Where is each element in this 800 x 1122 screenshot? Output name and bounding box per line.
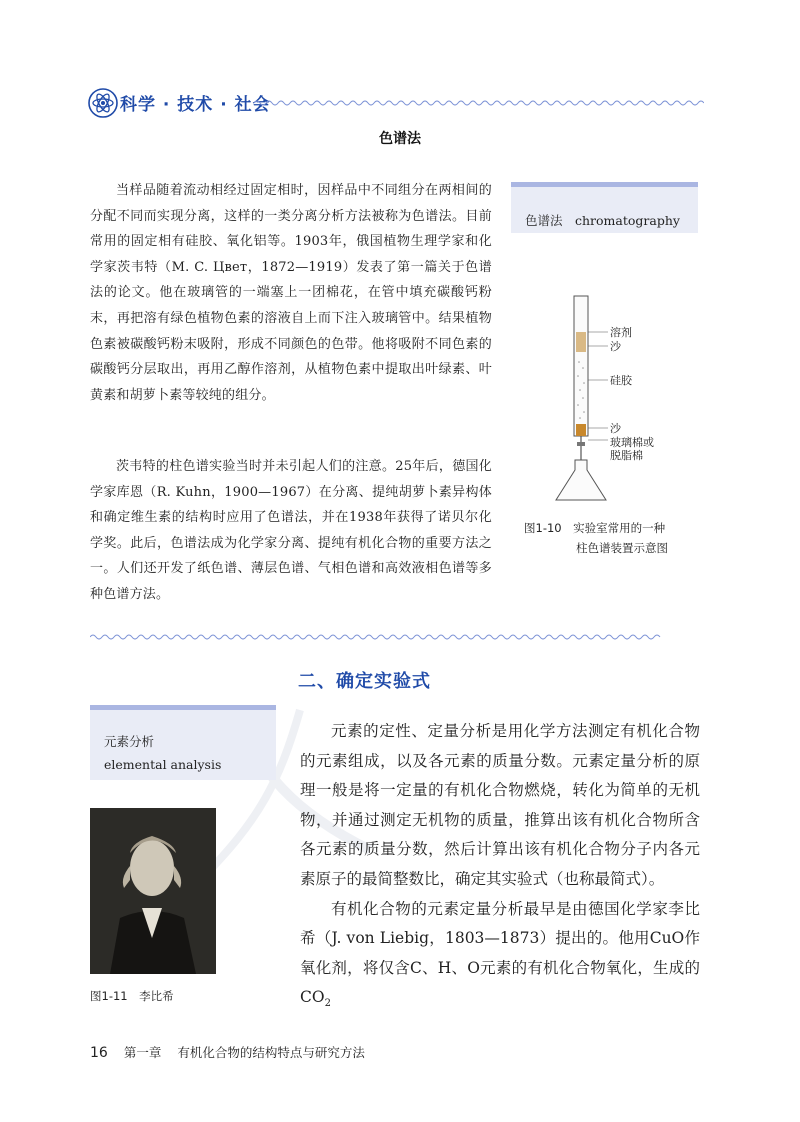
chromatography-paragraph-1: 当样品随着流动相经过固定相时，因样品中不同组分在两相间的分配不同而实现分离，这样的一类分离分析方法被称为色谱法。目前常用的固定相有硅胶、氧化铝等。1903年，俄国植物生理学家和化学家茨韦特（M. C. Цвет，1872—1919）发表了第一篇关于色谱法的论文。他在玻璃管的一端塞上一团棉花，在管中填充碳酸钙粉末，再把溶有绿色植物色素的溶液自上而下注入玻璃管中。结果植物色素被碳酸钙粉末吸附，形成不同颜色的色带。他将吸附不同色素的碳酸钙分层取出，再用乙醇作溶剂，从植物色素中提取出叶绿素、叶黄素和胡萝卜素等较纯的组分。 — [90, 183, 492, 403]
page-number: 16 — [90, 1045, 108, 1061]
term-box-elemental-analysis — [90, 705, 276, 780]
column-chromatography-figure — [548, 290, 678, 510]
chapter-title: 有机化合物的结构特点与研究方法 — [177, 1045, 365, 1060]
section-heading: 二、确定实验式 — [298, 671, 431, 692]
wave-divider-top — [254, 98, 704, 108]
label-sand-top: 沙 — [610, 340, 621, 353]
term-box-chromatography — [511, 182, 698, 233]
section-title: 色谱法 — [379, 131, 421, 147]
wave-divider-bottom — [90, 632, 702, 642]
caption-line-1: 图1-10 实验室常用的一种 — [524, 521, 666, 535]
paragraph-1: 元素的定性、定量分析是用化学方法测定有机化合物的元素组成，以及各元素的质量分数。元素定量分析的原理一般是将一定量的有机化合物燃烧，转化为简单的无机物，并通过测定无机物的质量，推算出该有机化合物所含各元素的质量分数，然后计算出该有机化合物分子内各元素原子的最简整数比，确定其实验式（也称最简式）。 — [300, 722, 700, 888]
label-silica: 硅胶 — [610, 374, 632, 387]
chromatography-paragraph-2: 茨韦特的柱色谱实验当时并未引起人们的注意。25年后，德国化学家库恩（R. Kuhn，1900—1967）在分离、提纯胡萝卜素异构体和确定维生素的结构时应用了色谱法，并在1938年获得了诺贝尔化学奖。此后，色谱法成为化学家分离、提纯有机化合物的重要方法之一。人们还开发了纸色谱、薄层色谱、气相色谱和高效液相色谱等多种色谱方法。 — [90, 459, 492, 602]
paragraph-2: 有机化合物的元素定量分析最早是由德国化学家李比希（J. von Liebig，1803—1873）提出的。他用CuO作氧化剂，将仅含C、H、O元素的有机化合物氧化，生成的$CO_2$ — [300, 899, 700, 1010]
liebig-portrait-image — [90, 808, 216, 974]
term-zh: 元素分析 — [104, 734, 155, 749]
page-footer — [90, 1043, 365, 1061]
label-cotton: 玻璃棉或 — [610, 436, 654, 449]
feature-title: 科学 · 技术 · 社会 — [120, 95, 271, 115]
term-text: 色谱法 chromatography — [525, 213, 680, 228]
label-solvent: 溶剂 — [610, 326, 632, 339]
label-cotton-2: 脱脂棉 — [610, 449, 643, 462]
elemental-analysis-text — [300, 717, 700, 1019]
term-en: elemental analysis — [104, 757, 222, 772]
atom-icon — [88, 88, 118, 118]
chapter-label: 第一章 — [123, 1045, 162, 1060]
label-sand-bottom: 沙 — [610, 422, 621, 435]
feature-header — [88, 84, 703, 124]
figure-1-11-caption: 图1-11 李比希 — [90, 989, 174, 1003]
figure-1-10-caption — [524, 518, 704, 558]
caption-line-2: 柱色谱装置示意图 — [576, 541, 668, 555]
